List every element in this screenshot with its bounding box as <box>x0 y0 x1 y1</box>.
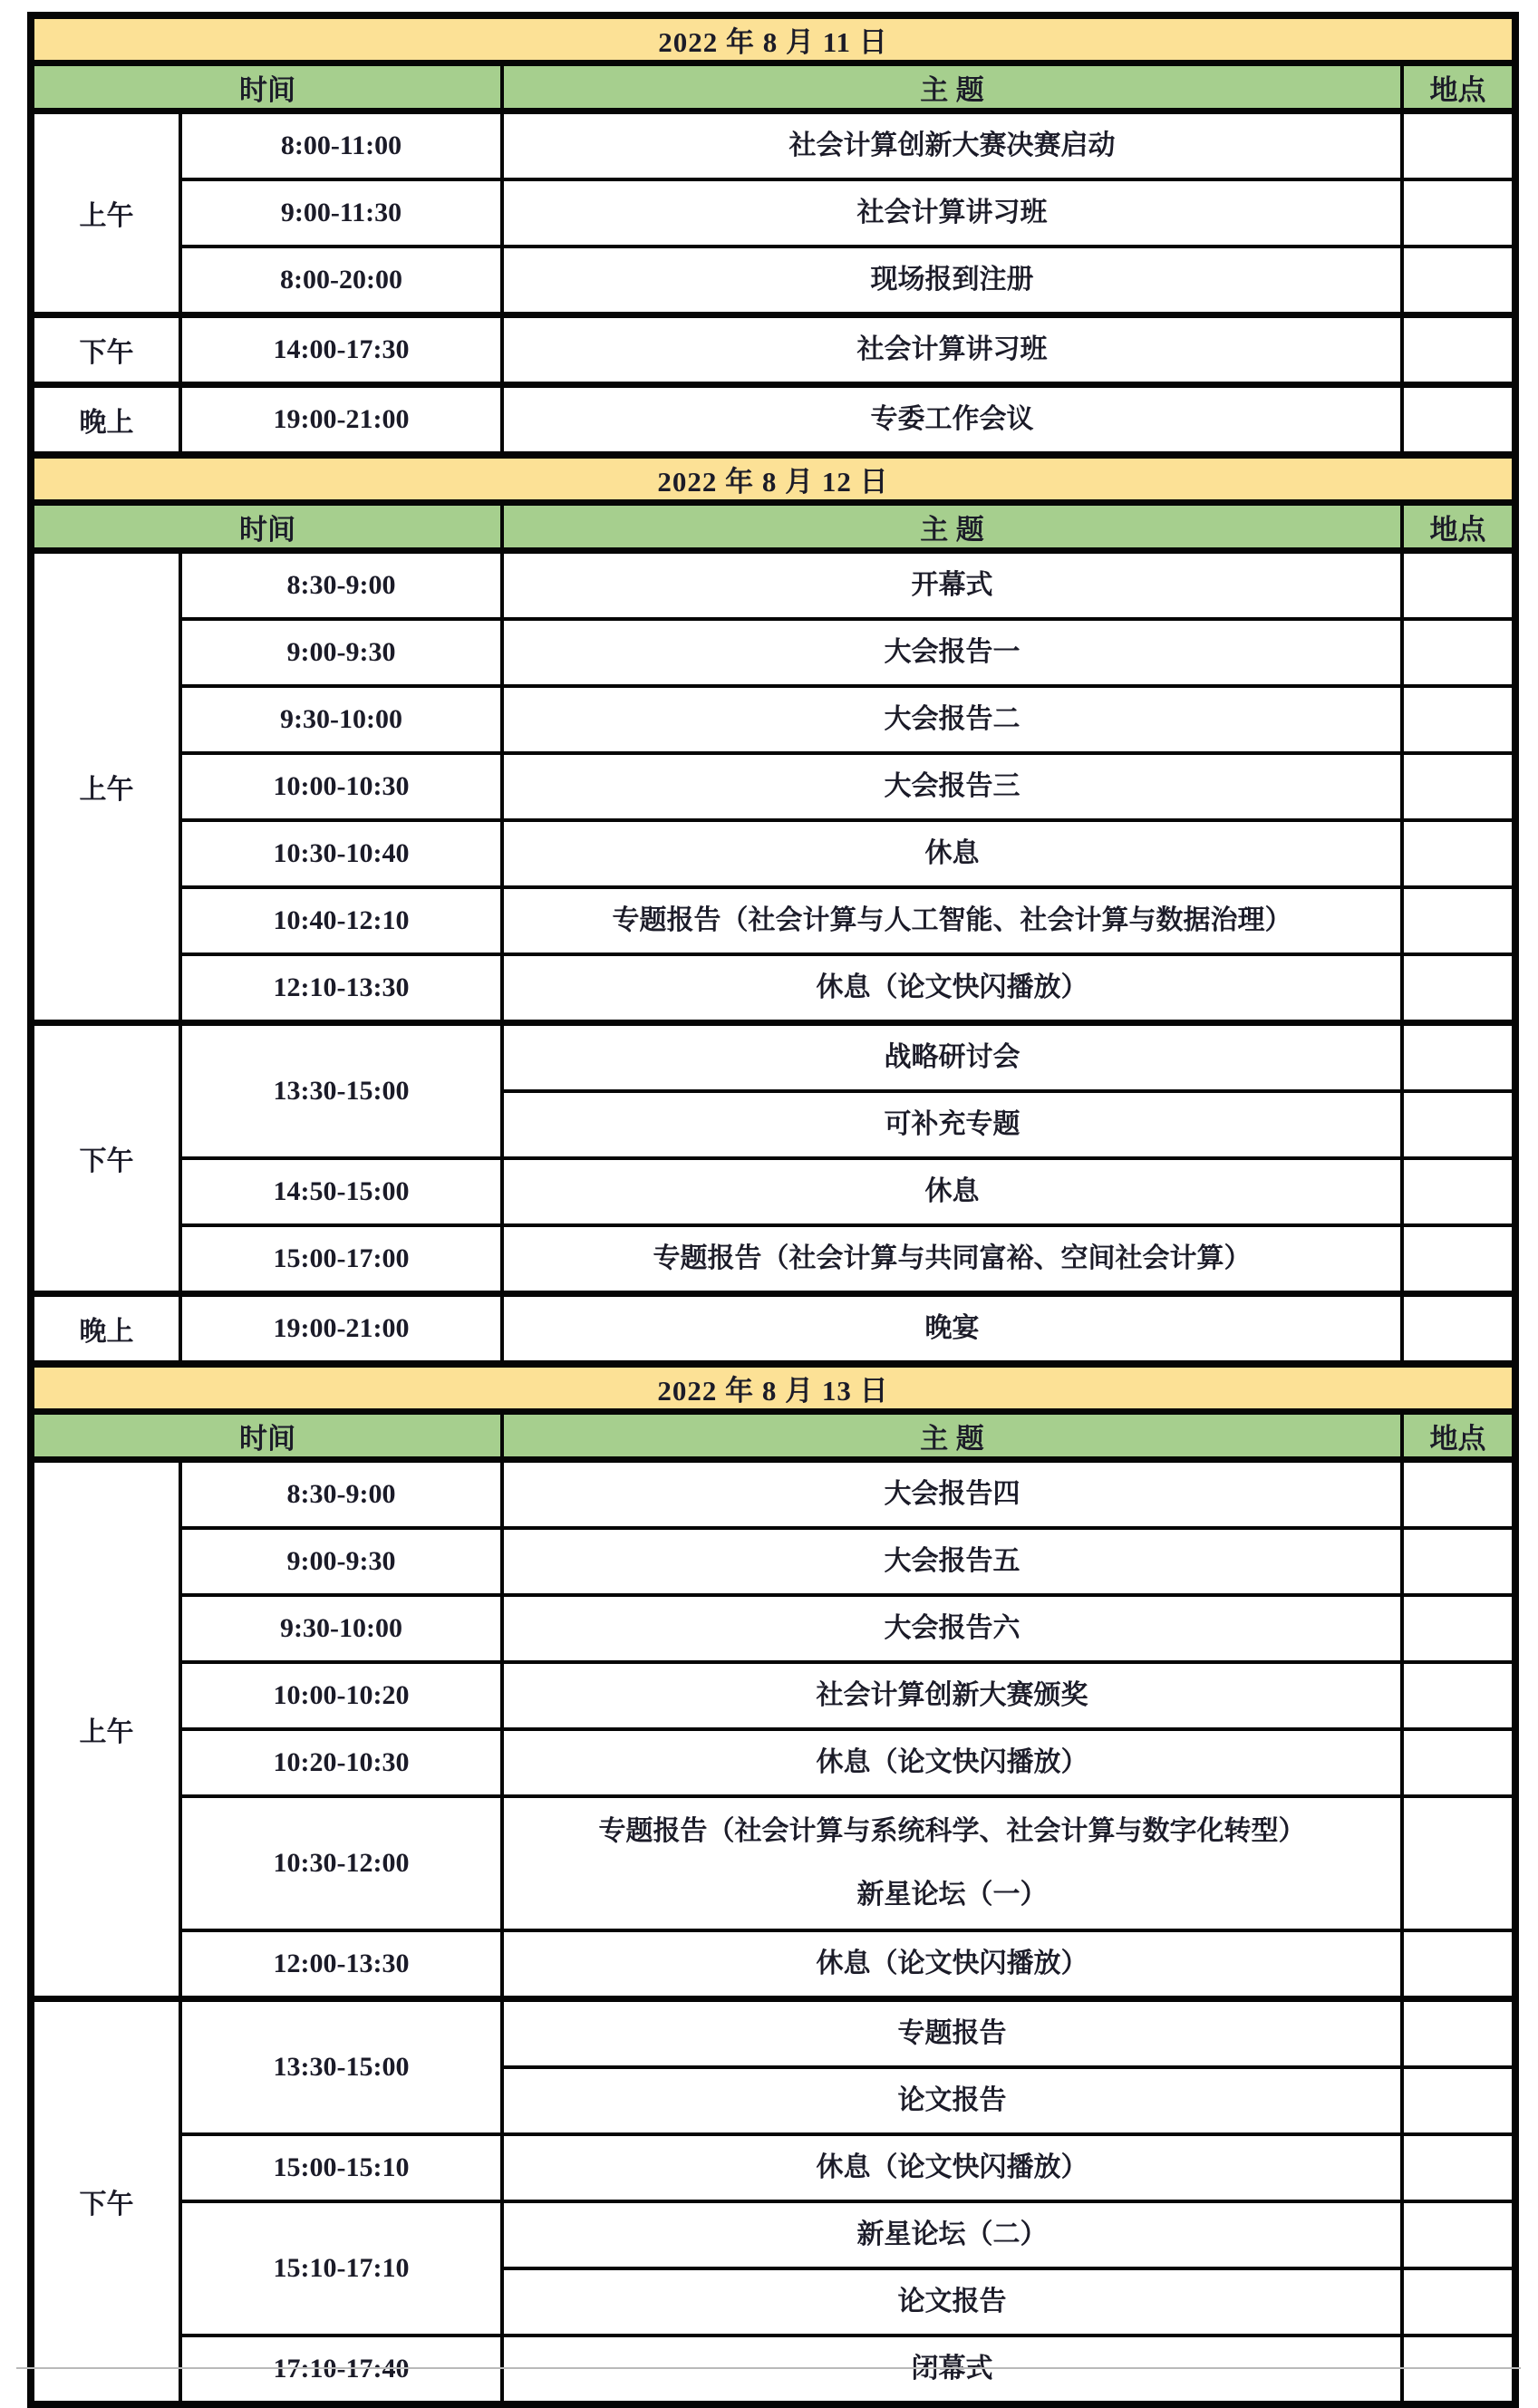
topic-line: 大会报告一 <box>884 637 1020 668</box>
schedule-row <box>31 753 1515 820</box>
location-cell <box>1402 2268 1515 2335</box>
location-header-cell: 地点 <box>1402 1412 1515 1460</box>
topic-cell <box>502 1294 1402 1365</box>
schedule-row <box>31 1662 1515 1729</box>
topic-line: 专题报告（社会计算与人工智能、社会计算与数据治理） <box>612 905 1292 936</box>
topic-cell <box>502 753 1402 820</box>
location-cell <box>1402 753 1515 820</box>
date-cell: 2022 年 8 月 12 日 <box>31 455 1515 503</box>
time-cell: 17:10-17:40 <box>180 2335 502 2404</box>
period-cell: 下午 <box>31 1999 180 2405</box>
topic-cell <box>502 954 1402 1023</box>
schedule-row <box>31 1023 1515 1092</box>
topic-line: 现场报到注册 <box>870 265 1034 295</box>
topic-cell <box>502 1999 1402 2068</box>
time-cell: 15:00-15:10 <box>180 2134 502 2201</box>
topic-line: 社会计算创新大赛颁奖 <box>816 1680 1088 1711</box>
topic-cell <box>502 1528 1402 1595</box>
topic-line: 社会计算讲习班 <box>856 334 1048 365</box>
topic-cell <box>502 315 1402 385</box>
topic-cell <box>502 1091 1402 1158</box>
time-cell: 19:00-21:00 <box>180 385 502 456</box>
date-cell: 2022 年 8 月 13 日 <box>31 1364 1515 1412</box>
schedule-row <box>31 1158 1515 1225</box>
schedule-row <box>31 247 1515 315</box>
page-break-line <box>16 2367 1521 2369</box>
schedule-row <box>31 1460 1515 1529</box>
time-cell: 9:00-11:30 <box>180 179 502 247</box>
schedule-row <box>31 954 1515 1023</box>
time-cell: 15:00-17:00 <box>180 1225 502 1294</box>
date-cell: 2022 年 8 月 11 日 <box>31 15 1515 63</box>
topic-header-cell: 主 题 <box>502 63 1402 111</box>
location-cell <box>1402 1930 1515 1999</box>
schedule-row <box>31 686 1515 753</box>
time-cell: 9:30-10:00 <box>180 686 502 753</box>
time-cell: 9:00-9:30 <box>180 1528 502 1595</box>
location-cell <box>1402 1460 1515 1529</box>
location-cell <box>1402 954 1515 1023</box>
location-header-cell: 地点 <box>1402 503 1515 551</box>
schedule-row <box>31 887 1515 954</box>
topic-line: 专委工作会议 <box>870 404 1034 435</box>
schedule-page <box>27 12 1519 2408</box>
schedule-row <box>31 1999 1515 2068</box>
location-cell <box>1402 1796 1515 1930</box>
period-cell: 下午 <box>31 1023 180 1294</box>
topic-cell <box>502 1460 1402 1529</box>
period-cell: 上午 <box>31 111 180 315</box>
topic-line: 论文报告 <box>897 2085 1007 2116</box>
topic-line: 新星论坛（一） <box>856 1880 1048 1910</box>
topic-header-cell: 主 题 <box>502 1412 1402 1460</box>
topic-line: 休息（论文快闪播放） <box>816 972 1088 1003</box>
schedule-row <box>31 619 1515 686</box>
topic-cell <box>502 2268 1402 2335</box>
column-header-row <box>31 1412 1515 1460</box>
time-header-cell: 时间 <box>31 503 502 551</box>
topic-line: 晚宴 <box>924 1313 980 1344</box>
date-row <box>31 455 1515 503</box>
topic-line: 战略研讨会 <box>884 1042 1020 1073</box>
topic-line: 休息（论文快闪播放） <box>816 1747 1088 1778</box>
time-cell: 9:30-10:00 <box>180 1595 502 1662</box>
location-cell <box>1402 385 1515 456</box>
period-cell: 上午 <box>31 1460 180 1999</box>
time-cell: 14:50-15:00 <box>180 1158 502 1225</box>
location-cell <box>1402 1999 1515 2068</box>
topic-line: 休息（论文快闪播放） <box>816 2152 1088 2183</box>
time-cell: 8:30-9:00 <box>180 551 502 620</box>
date-row <box>31 1364 1515 1412</box>
location-cell <box>1402 686 1515 753</box>
location-cell <box>1402 1023 1515 1092</box>
time-cell: 8:30-9:00 <box>180 1460 502 1529</box>
topic-line: 可补充专题 <box>884 1109 1020 1140</box>
time-cell: 12:10-13:30 <box>180 954 502 1023</box>
time-cell: 9:00-9:30 <box>180 619 502 686</box>
time-cell: 10:00-10:20 <box>180 1662 502 1729</box>
time-cell: 10:30-10:40 <box>180 820 502 887</box>
date-row <box>31 15 1515 63</box>
time-cell: 13:30-15:00 <box>180 1023 502 1159</box>
topic-line: 新星论坛（二） <box>856 2219 1048 2250</box>
schedule-row <box>31 315 1515 385</box>
location-cell <box>1402 1158 1515 1225</box>
location-cell <box>1402 2134 1515 2201</box>
schedule-row <box>31 1294 1515 1365</box>
time-cell: 10:30-12:00 <box>180 1796 502 1930</box>
topic-line: 大会报告六 <box>884 1613 1020 1644</box>
topic-line: 大会报告五 <box>884 1546 1020 1577</box>
topic-cell <box>502 1595 1402 1662</box>
topic-line: 休息（论文快闪播放） <box>816 1949 1088 1979</box>
topic-line: 社会计算讲习班 <box>856 198 1048 228</box>
location-cell <box>1402 1294 1515 1365</box>
topic-cell <box>502 111 1402 180</box>
column-header-row <box>31 503 1515 551</box>
time-cell: 8:00-11:00 <box>180 111 502 180</box>
time-cell: 8:00-20:00 <box>180 247 502 315</box>
schedule-row <box>31 1225 1515 1294</box>
time-cell: 13:30-15:00 <box>180 1999 502 2135</box>
location-cell <box>1402 179 1515 247</box>
topic-line: 专题报告（社会计算与共同富裕、空间社会计算） <box>653 1243 1252 1274</box>
schedule-row <box>31 179 1515 247</box>
time-cell: 14:00-17:30 <box>180 315 502 385</box>
schedule-row <box>31 111 1515 180</box>
period-cell: 下午 <box>31 315 180 385</box>
topic-line: 休息 <box>924 838 980 869</box>
topic-cell <box>502 686 1402 753</box>
location-cell <box>1402 111 1515 180</box>
location-cell <box>1402 2067 1515 2134</box>
topic-cell <box>502 247 1402 315</box>
location-cell <box>1402 2335 1515 2404</box>
location-cell <box>1402 1595 1515 1662</box>
topic-cell <box>502 1662 1402 1729</box>
period-cell: 晚上 <box>31 1294 180 1365</box>
location-cell <box>1402 619 1515 686</box>
conference-schedule-table <box>27 12 1519 2408</box>
time-cell: 15:10-17:10 <box>180 2201 502 2335</box>
topic-line: 闭幕式 <box>911 2354 993 2384</box>
schedule-row <box>31 2335 1515 2404</box>
column-header-row <box>31 63 1515 111</box>
topic-line: 开幕式 <box>911 570 993 601</box>
schedule-row <box>31 2201 1515 2268</box>
period-cell: 晚上 <box>31 385 180 456</box>
schedule-row <box>31 1796 1515 1930</box>
topic-header-cell: 主 题 <box>502 503 1402 551</box>
topic-line: 论文报告 <box>897 2287 1007 2317</box>
topic-line: 休息 <box>924 1176 980 1207</box>
location-cell <box>1402 2201 1515 2268</box>
topic-line: 专题报告 <box>897 2018 1007 2049</box>
topic-cell <box>502 551 1402 620</box>
topic-line: 大会报告四 <box>884 1479 1020 1510</box>
topic-cell <box>502 820 1402 887</box>
time-cell: 10:20-10:30 <box>180 1729 502 1796</box>
location-cell <box>1402 1091 1515 1158</box>
schedule-row <box>31 2134 1515 2201</box>
schedule-row <box>31 385 1515 456</box>
location-cell <box>1402 1225 1515 1294</box>
location-cell <box>1402 1729 1515 1796</box>
schedule-row <box>31 1528 1515 1595</box>
location-cell <box>1402 551 1515 620</box>
topic-cell <box>502 1023 1402 1092</box>
location-cell <box>1402 1528 1515 1595</box>
topic-cell <box>502 619 1402 686</box>
topic-cell <box>502 1796 1402 1930</box>
location-cell <box>1402 247 1515 315</box>
location-cell <box>1402 820 1515 887</box>
time-header-cell: 时间 <box>31 1412 502 1460</box>
topic-cell <box>502 179 1402 247</box>
topic-cell <box>502 2201 1402 2268</box>
time-cell: 19:00-21:00 <box>180 1294 502 1365</box>
topic-line: 大会报告二 <box>884 704 1020 735</box>
schedule-row <box>31 1729 1515 1796</box>
schedule-row <box>31 1930 1515 1999</box>
topic-line: 大会报告三 <box>884 771 1020 802</box>
topic-cell <box>502 385 1402 456</box>
topic-cell <box>502 2067 1402 2134</box>
time-header-cell: 时间 <box>31 63 502 111</box>
location-cell <box>1402 887 1515 954</box>
topic-cell <box>502 2335 1402 2404</box>
location-cell <box>1402 1662 1515 1729</box>
schedule-row <box>31 551 1515 620</box>
time-cell: 10:00-10:30 <box>180 753 502 820</box>
topic-cell <box>502 1158 1402 1225</box>
location-cell <box>1402 315 1515 385</box>
topic-line: 社会计算创新大赛决赛启动 <box>788 131 1116 161</box>
topic-cell <box>502 1729 1402 1796</box>
schedule-row <box>31 820 1515 887</box>
time-cell: 10:40-12:10 <box>180 887 502 954</box>
time-cell: 12:00-13:30 <box>180 1930 502 1999</box>
topic-cell <box>502 1225 1402 1294</box>
topic-line: 专题报告（社会计算与系统科学、社会计算与数字化转型） <box>598 1816 1306 1846</box>
schedule-row <box>31 1595 1515 1662</box>
topic-cell <box>502 1930 1402 1999</box>
period-cell: 上午 <box>31 551 180 1023</box>
topic-cell <box>502 887 1402 954</box>
topic-cell <box>502 2134 1402 2201</box>
location-header-cell: 地点 <box>1402 63 1515 111</box>
